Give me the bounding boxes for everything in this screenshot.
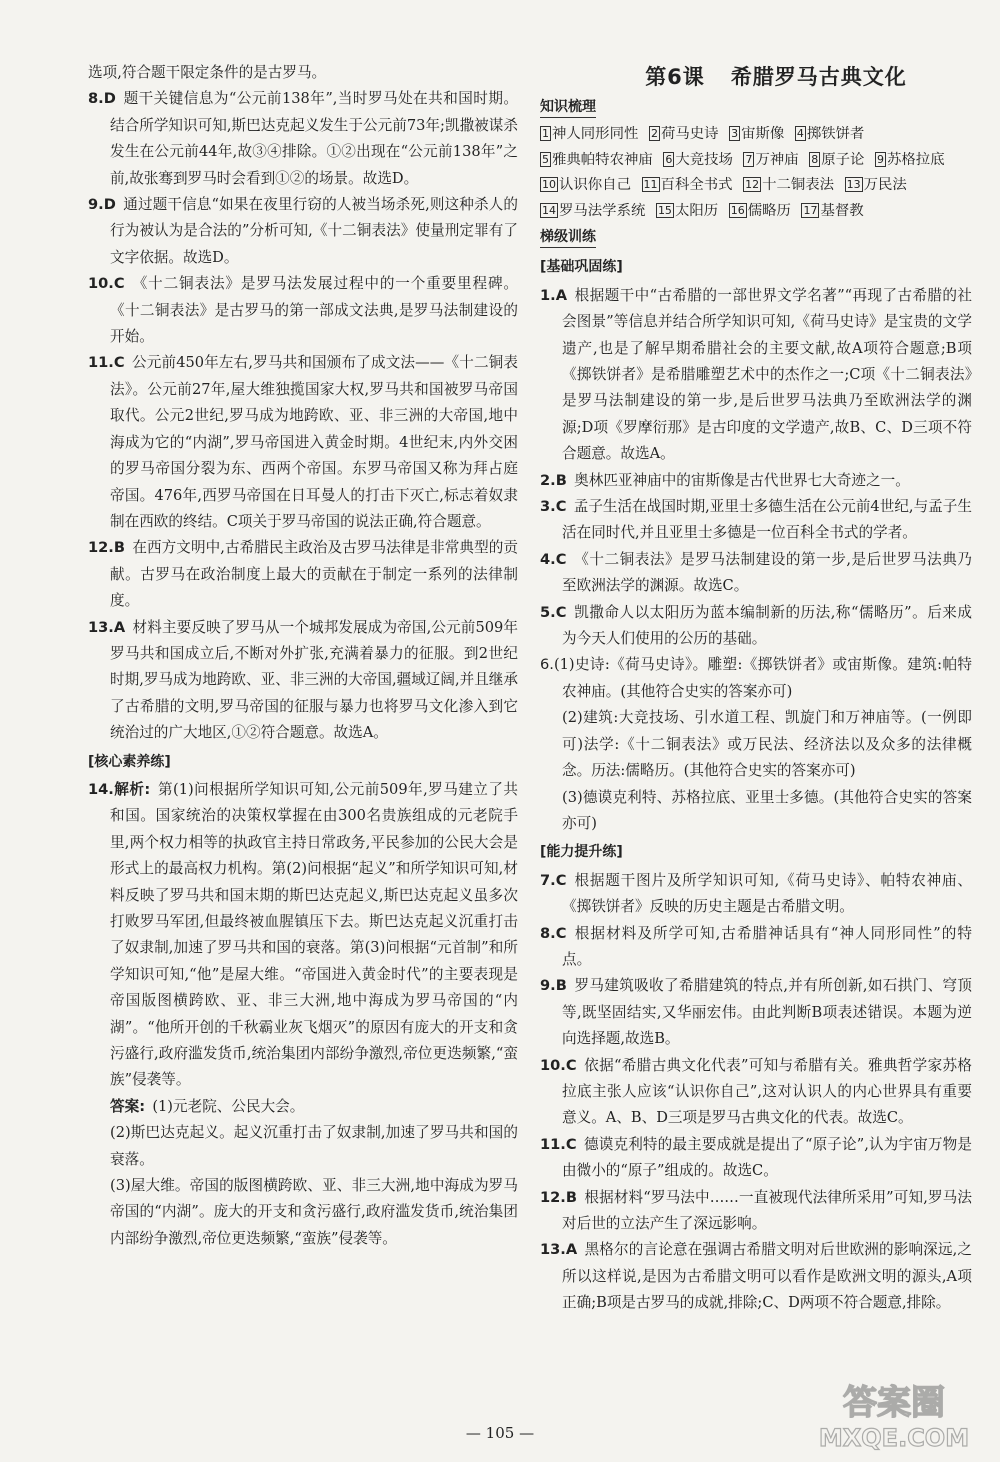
term-number: 12 [745, 178, 760, 192]
answer-body: 选项,符合题干限定条件的是古罗马。 [88, 64, 327, 81]
term-number: 4 [796, 127, 804, 140]
answer-number: 3.C [540, 498, 567, 516]
answer-body: 公元前450年左右,罗马共和国颁布了成文法——《十二铜表法》。公元前27年,屋大维独揽国家大权,罗马共和国被罗马帝国取代。公元2世纪,罗马成为地跨欧、亚、非三洲的大帝国,地中海成为它的“内湖”,罗马帝国进入黄金时期。4世纪末,内外交困的罗马帝国分裂为东、西两个帝国。东罗马帝国又称为拜占庭帝国。476年,西罗马帝国在日耳曼人的打击下灭亡,标志着奴隶制在西欧的终结。C项关于罗马帝国的说法正确,符合题意。 [110, 354, 518, 530]
answer-number: 9.D [88, 196, 116, 214]
watermark-line1: 答案圈 [843, 1383, 945, 1423]
knowledge-term [743, 152, 798, 168]
answer-item [88, 1094, 518, 1120]
answer-item [540, 921, 972, 974]
answer-item [88, 271, 518, 350]
answer-item [88, 535, 518, 614]
knowledge-term [809, 152, 864, 168]
term-number: 7 [745, 152, 753, 166]
term-text: 万神庙 [755, 151, 799, 168]
answer-body: 依据“希腊古典文化代表”可知与希腊有关。雅典哲学家苏格拉底主张人应该“认识你自己”,这对认识人的内心世界具有重要意义。A、B、D三项是罗马古典文化的代表。故选C。 [562, 1056, 972, 1127]
answer-item [88, 615, 518, 747]
knowledge-term [642, 177, 733, 193]
knowledge-term [729, 126, 784, 142]
answer-number: 12.B [88, 539, 125, 557]
term-text: 儒略历 [747, 202, 791, 219]
answer-body: 根据题干图片及所学知识可知,《荷马史诗》、帕特农神庙、《掷铁饼者》反映的历史主题是古希腊文明。 [562, 871, 972, 916]
answer-text [88, 1120, 518, 1173]
watermark-logo [804, 1378, 984, 1452]
term-text: 万民法 [863, 177, 907, 194]
answer-number: 13.A [88, 618, 126, 636]
term-text: 荷马史诗 [660, 126, 719, 142]
term-number: 17 [803, 203, 818, 217]
answer-body: 罗马建筑吸收了希腊建筑的特点,并有所创新,如石拱门、穹顶等,既坚固结实,又华丽宏伟。由此判断B项表述错误。本题为逆向选择题,故选B。 [562, 977, 972, 1048]
term-number: 8 [811, 152, 819, 166]
term-number: 14 [542, 203, 556, 217]
term-number: 15 [657, 203, 672, 217]
answer-item [540, 468, 972, 494]
answer-number: 7.C [540, 871, 567, 889]
answer-number: 1.A [540, 286, 567, 304]
term-text: 神人同形同性 [552, 126, 639, 142]
lesson-title [580, 60, 972, 94]
answer-item [540, 547, 972, 600]
answer-item [540, 973, 972, 1052]
answer-number: 2.B [540, 471, 567, 489]
term-number: 5 [542, 152, 549, 166]
answer-body: 在西方文明中,古希腊民主政治及古罗马法律是非常典型的贡献。古罗马在政治制度上最大的贡献在于制定一系列的法律制度。 [110, 539, 518, 610]
answer-text [88, 1173, 518, 1252]
term-text: 宙斯像 [741, 126, 785, 142]
answer-item [88, 192, 518, 271]
answer-body: 题干关键信息为“公元前138年”,当时罗马处在共和国时期。结合所学知识可知,斯巴达克起义发生于公元前73年;凯撒被谋杀发生在公元前44年,故③④排除。①②出现在“公元前138年”之前,故张骞到罗马时会看到①②的场景。故选D。 [110, 90, 518, 187]
knowledge-term [729, 203, 791, 219]
answer-body: (1)史诗:《荷马史诗》。雕塑:《掷铁饼者》或宙斯像。建筑:帕特农神庙。(其他符合史实的答案亦可) [553, 656, 972, 700]
knowledge-term [649, 126, 719, 142]
answer-number: 11.C [540, 1135, 577, 1153]
term-number: 1 [542, 127, 549, 140]
term-text: 基督教 [820, 202, 864, 219]
answer-body: 《十二铜表法》是罗马法发展过程中的一个重要里程碑。《十二铜表法》是古罗马的第一部成文法典,是罗马法制建设的开始。 [110, 275, 518, 346]
answer-number: 4.C [540, 550, 567, 568]
term-number: 13 [846, 178, 861, 192]
answer-number: 10.C [88, 275, 125, 293]
knowledge-term [656, 203, 718, 219]
knowledge-term [875, 152, 945, 168]
term-number: 6 [665, 152, 673, 166]
answer-item [540, 652, 972, 705]
answer-number: 6. [540, 656, 554, 674]
answer-body: (3)屋大维。帝国的版图横跨欧、亚、非三大洲,地中海成为罗马帝国的“内湖”。庞大的开支和贪污盛行,政府滥发货币,统治集团内部纷争激烈,帝位更迭频繁,“蛮族”侵袭等。 [110, 1177, 518, 1247]
training-heading: 梯级训练 [540, 227, 596, 248]
knowledge-term [795, 126, 865, 142]
answer-text [540, 785, 972, 838]
left-column [88, 60, 518, 1252]
answer-body: 黑格尔的言论意在强调古希腊文明对后世欧洲的影响深远,之所以这样说,是因为古希腊文明可以看作是欧洲文明的源头,A项正确;B项是古罗马的成就,排除;C、D两项不符合题意,排除。 [562, 1241, 972, 1312]
answer-item [88, 350, 518, 535]
right-answers [540, 254, 972, 1316]
term-text: 太阳历 [674, 202, 719, 219]
knowledge-heading: 知识梳理 [540, 97, 596, 118]
answer-item [540, 600, 972, 653]
answer-number: 5.C [540, 603, 567, 621]
knowledge-term [663, 152, 733, 168]
term-text: 掷铁饼者 [806, 126, 865, 142]
answer-body: 根据材料及所学可知,古希腊神话具有“神人同形同性”的特点。 [562, 924, 972, 968]
answer-item [540, 283, 972, 468]
answer-number: 8.C [540, 924, 567, 942]
knowledge-term [801, 203, 863, 219]
answer-body: 奥林匹亚神庙中的宙斯像是古代世界七大奇迹之一。 [574, 471, 910, 489]
watermark-line2: MXQE.COM [818, 1424, 970, 1452]
answer-item [540, 1237, 972, 1316]
answer-body: 《十二铜表法》是罗马法制建设的第一步,是后世罗马法典乃至欧洲法学的渊源。故选C。 [562, 550, 972, 595]
answer-body: 根据材料“罗马法中……一直被现代法律所采用”可知,罗马法对后世的立法产生了深远影响。 [562, 1188, 972, 1232]
answer-number: 答案: [110, 1097, 146, 1115]
answer-number: 10.C [540, 1056, 577, 1074]
answer-number: 9.B [540, 977, 567, 995]
answer-text [540, 705, 972, 784]
term-text: 雅典帕特农神庙 [552, 151, 653, 168]
answer-number: 8.D [88, 90, 116, 108]
term-number: 16 [730, 203, 745, 217]
answer-body: 孟子生活在战国时期,亚里士多德生活在公元前4世纪,与孟子生活在同时代,并且亚里士多德是一位百科全书式的学者。 [562, 498, 972, 542]
answer-body: 根据题干中“古希腊的一部世界文学名著”“再现了古希腊的社会图景”等信息并结合所学知识可知,《荷马史诗》是宝贵的文学遗产,也是了解早期希腊社会的主要文献,故A项符合题意;B项《掷铁饼者》是希腊雕塑艺术中的杰作之一;C项《十二铜表法》是罗马法制建设的第一步,是后世罗马法典乃至欧洲法学的渊源;D项《罗摩衍那》是古印度的文学遗产,故B、C、D三项不符合题意。故选A。 [562, 286, 972, 463]
knowledge-terms [540, 122, 972, 224]
term-text: 百科全书式 [660, 177, 733, 194]
term-number: 3 [731, 127, 739, 140]
answer-item [540, 1132, 972, 1185]
knowledge-term [743, 177, 834, 193]
page-number: — 105 — [465, 1424, 535, 1442]
term-text: 罗马法学系统 [559, 202, 646, 219]
answer-body: 第(1)问根据所学知识可知,公元前509年,罗马建立了共和国。国家统治的决策权掌握在由300名贵族组成的元老院手里,两个权力相等的执政官主持日常政务,平民参加的公民大会是形式上的最高权力机构。第(2)问根据“起义”和所学知识可知,材料反映了罗马共和国末期的斯巴达克起义,斯巴达克起义虽多次打败罗马军团,但最终被血腥镇压下去。斯巴达克起义沉重打击了奴隶制,加速了罗马共和国的衰落。第(3)问根据“元首制”和所学知识可知,“他”是屋大维。“帝国进入黄金时代”的主要表现是帝国版图横跨欧、亚、非三大洲,地中海成为罗马帝国的“内湖”。“他所开创的千秋霸业灰飞烟灭”的原因有庞大的开支和贪污盛行,政府滥发货币,统治集团内部纷争激烈,帝位更迭频繁,“蛮族”侵袭等。 [110, 780, 518, 1089]
answer-item [540, 1053, 972, 1132]
section-heading: [基础巩固练] [540, 259, 623, 276]
answer-body: (3)德谟克利特、苏格拉底、亚里士多德。(其他符合史实的答案亦可) [562, 788, 972, 832]
answer-number: 11.C [88, 354, 125, 372]
lesson-number: 第6课 [645, 65, 705, 89]
answer-item [88, 86, 518, 192]
answer-item [540, 1185, 972, 1238]
answer-item [540, 868, 972, 921]
term-text: 十二铜表法 [762, 177, 835, 194]
knowledge-term [540, 126, 638, 142]
answer-item [540, 494, 972, 547]
term-text: 原子论 [821, 151, 865, 168]
term-number: 2 [650, 127, 658, 140]
answer-body: 德谟克利特的最主要成就是提出了“原子论”,认为宇宙万物是由微小的“原子”组成的。故选C。 [562, 1135, 972, 1180]
term-text: 苏格拉底 [887, 151, 945, 168]
term-text: 认识你自己 [559, 177, 631, 194]
answer-body: 通过题干信息“如果在夜里行窃的人被当场杀死,则这种杀人的行为被认为是合法的”分析可知,《十二铜表法》使量刑定罪有了文字依据。故选D。 [110, 196, 518, 266]
knowledge-term [540, 203, 645, 219]
answer-number: 13.A [540, 1241, 578, 1259]
term-number: 9 [877, 152, 885, 166]
term-text: 大竞技场 [675, 151, 733, 168]
right-column [540, 60, 972, 1317]
answer-number: 14.解析: [88, 780, 151, 798]
section-heading: [能力提升练] [540, 844, 623, 861]
knowledge-term [845, 177, 907, 193]
answer-body: 材料主要反映了罗马从一个城邦发展成为帝国,公元前509年罗马共和国成立后,不断对外扩张,充满着暴力的征服。到2世纪时期,罗马成为地跨欧、亚、非三洲的大帝国,疆域辽阔,并且继承了古希腊的文明,罗马帝国的征服与暴力也将罗马文化渗入到它统治过的广大地区,①②符合题意。故选A。 [110, 618, 518, 742]
answer-body: (2)斯巴达克起义。起义沉重打击了奴隶制,加速了罗马共和国的衰落。 [110, 1124, 518, 1168]
answer-item [88, 777, 518, 1094]
section-heading: [核心素养练] [88, 753, 171, 770]
answer-body: (1)元老院、公民大会。 [152, 1097, 305, 1115]
knowledge-term [540, 152, 653, 168]
lesson-name: 希腊罗马古典文化 [730, 65, 907, 89]
term-number: 11 [643, 178, 658, 192]
answer-body: 凯撒命人以太阳历为蓝本编制新的历法,称“儒略历”。后来成为今天人们使用的公历的基础。 [562, 603, 972, 648]
answer-number: 12.B [540, 1188, 577, 1206]
answer-text [88, 60, 518, 86]
answer-body: (2)建筑:大竞技场、引水道工程、凯旋门和万神庙等。(一例即可)法学:《十二铜表法》或万民法、经济法以及众多的法律概念。历法:儒略历。(其他符合史实的答案亦可) [562, 709, 972, 780]
knowledge-term [540, 177, 631, 193]
term-number: 10 [542, 178, 556, 192]
